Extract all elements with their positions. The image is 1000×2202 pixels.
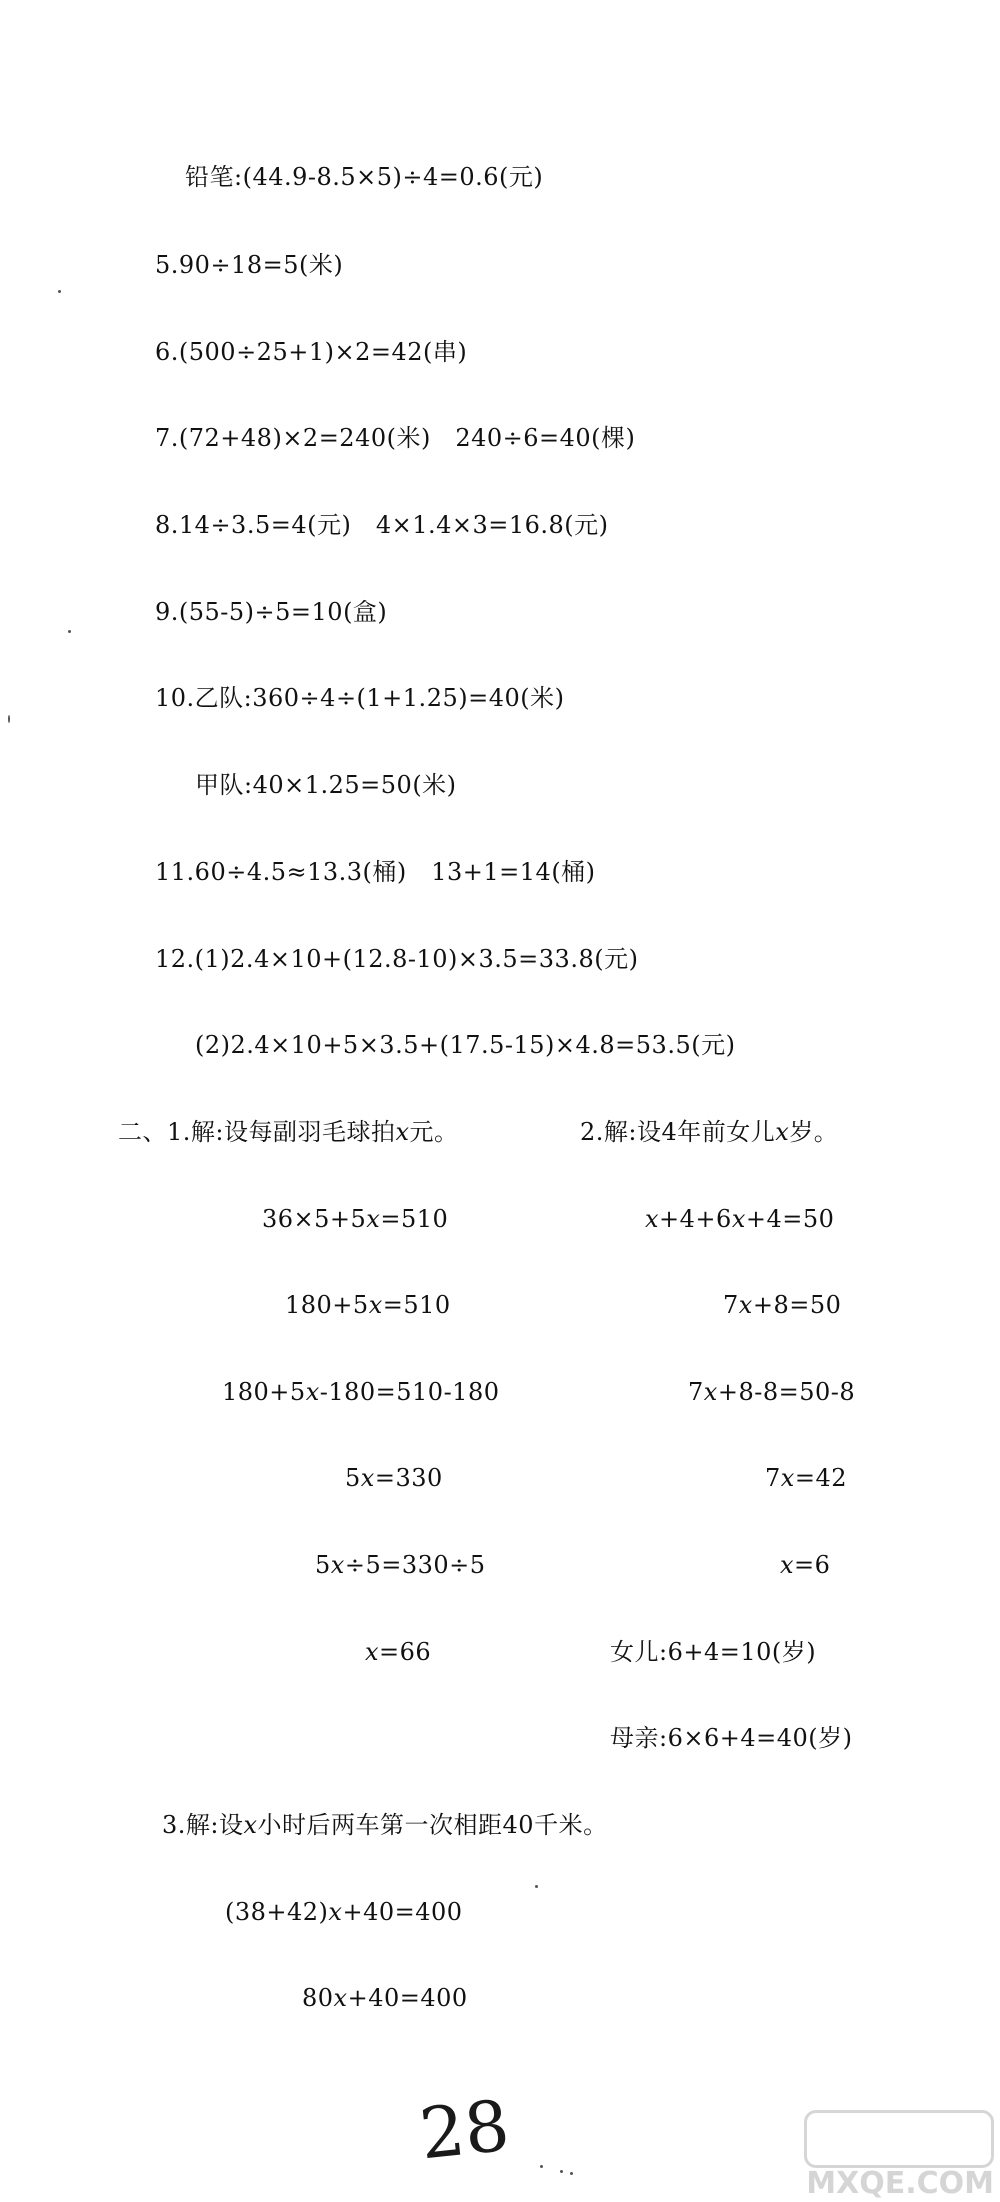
answer-12-1: 12.(1)2.4×10+(12.8-10)×3.5=33.8(元): [155, 945, 639, 973]
right-daughter: 女儿:6+4=10(岁): [610, 1638, 817, 1666]
left-eq-5: 5x÷5=330÷5: [315, 1551, 486, 1579]
right-eq-3: 7x+8-8=50-8: [688, 1378, 856, 1406]
watermark-badge-icon: [804, 2110, 994, 2168]
scan-speck: [68, 630, 71, 633]
watermark-text: MXQE.COM: [806, 2166, 994, 2201]
variable-x: x: [395, 1118, 410, 1146]
scan-speck: [560, 2170, 563, 2173]
answer-pencil: 铅笔:(44.9-8.5×5)÷4=0.6(元): [185, 163, 544, 191]
right-eq-2: 7x+8=50: [723, 1291, 842, 1319]
answer-12-2: (2)2.4×10+5×3.5+(17.5-15)×4.8=53.5(元): [195, 1031, 736, 1059]
answer-5: 5.90÷18=5(米): [155, 251, 344, 279]
scan-speck: [58, 290, 61, 293]
left-eq-3: 180+5x-180=510-180: [222, 1378, 500, 1406]
right-eq-1: x+4+6x+4=50: [645, 1205, 835, 1233]
variable-x: x: [775, 1118, 790, 1146]
right-mother: 母亲:6×6+4=40(岁): [610, 1724, 853, 1752]
page-number: 28: [415, 2084, 514, 2176]
left-eq-2: 180+5x=510: [285, 1291, 451, 1319]
answer-11: 11.60÷4.5≈13.3(桶) 13+1=14(桶): [155, 858, 596, 886]
part2-problem2-header: 2.解:设4年前女儿x岁。: [580, 1118, 839, 1146]
scan-speck: [570, 2172, 573, 2175]
left-eq-6: x=66: [365, 1638, 432, 1666]
watermark-logo: [804, 2110, 994, 2200]
scan-speck: [540, 2165, 543, 2168]
answer-7: 7.(72+48)×2=240(米) 240÷6=40(棵): [155, 424, 636, 452]
part2-problem1-header: 二、1.解:设每副羽毛球拍x元。: [118, 1118, 459, 1146]
left-eq-1: 36×5+5x=510: [262, 1205, 449, 1233]
problem3-eq-2: 80x+40=400: [302, 1984, 468, 2012]
answer-10: 10.乙队:360÷4÷(1+1.25)=40(米): [155, 684, 565, 712]
answer-9: 9.(55-5)÷5=10(盒): [155, 598, 388, 626]
right-eq-4: 7x=42: [765, 1464, 847, 1492]
right-eq-5: x=6: [780, 1551, 831, 1579]
answer-8: 8.14÷3.5=4(元) 4×1.4×3=16.8(元): [155, 511, 609, 539]
scan-speck: [8, 715, 10, 723]
problem3-eq-1: (38+42)x+40=400: [225, 1898, 463, 1926]
left-eq-4: 5x=330: [345, 1464, 443, 1492]
scan-speck: [535, 1885, 538, 1888]
answer-10-jiadui: 甲队:40×1.25=50(米): [195, 771, 457, 799]
problem3-header: 3.解:设x小时后两车第一次相距40千米。: [162, 1811, 608, 1839]
answer-6: 6.(500÷25+1)×2=42(串): [155, 338, 468, 366]
